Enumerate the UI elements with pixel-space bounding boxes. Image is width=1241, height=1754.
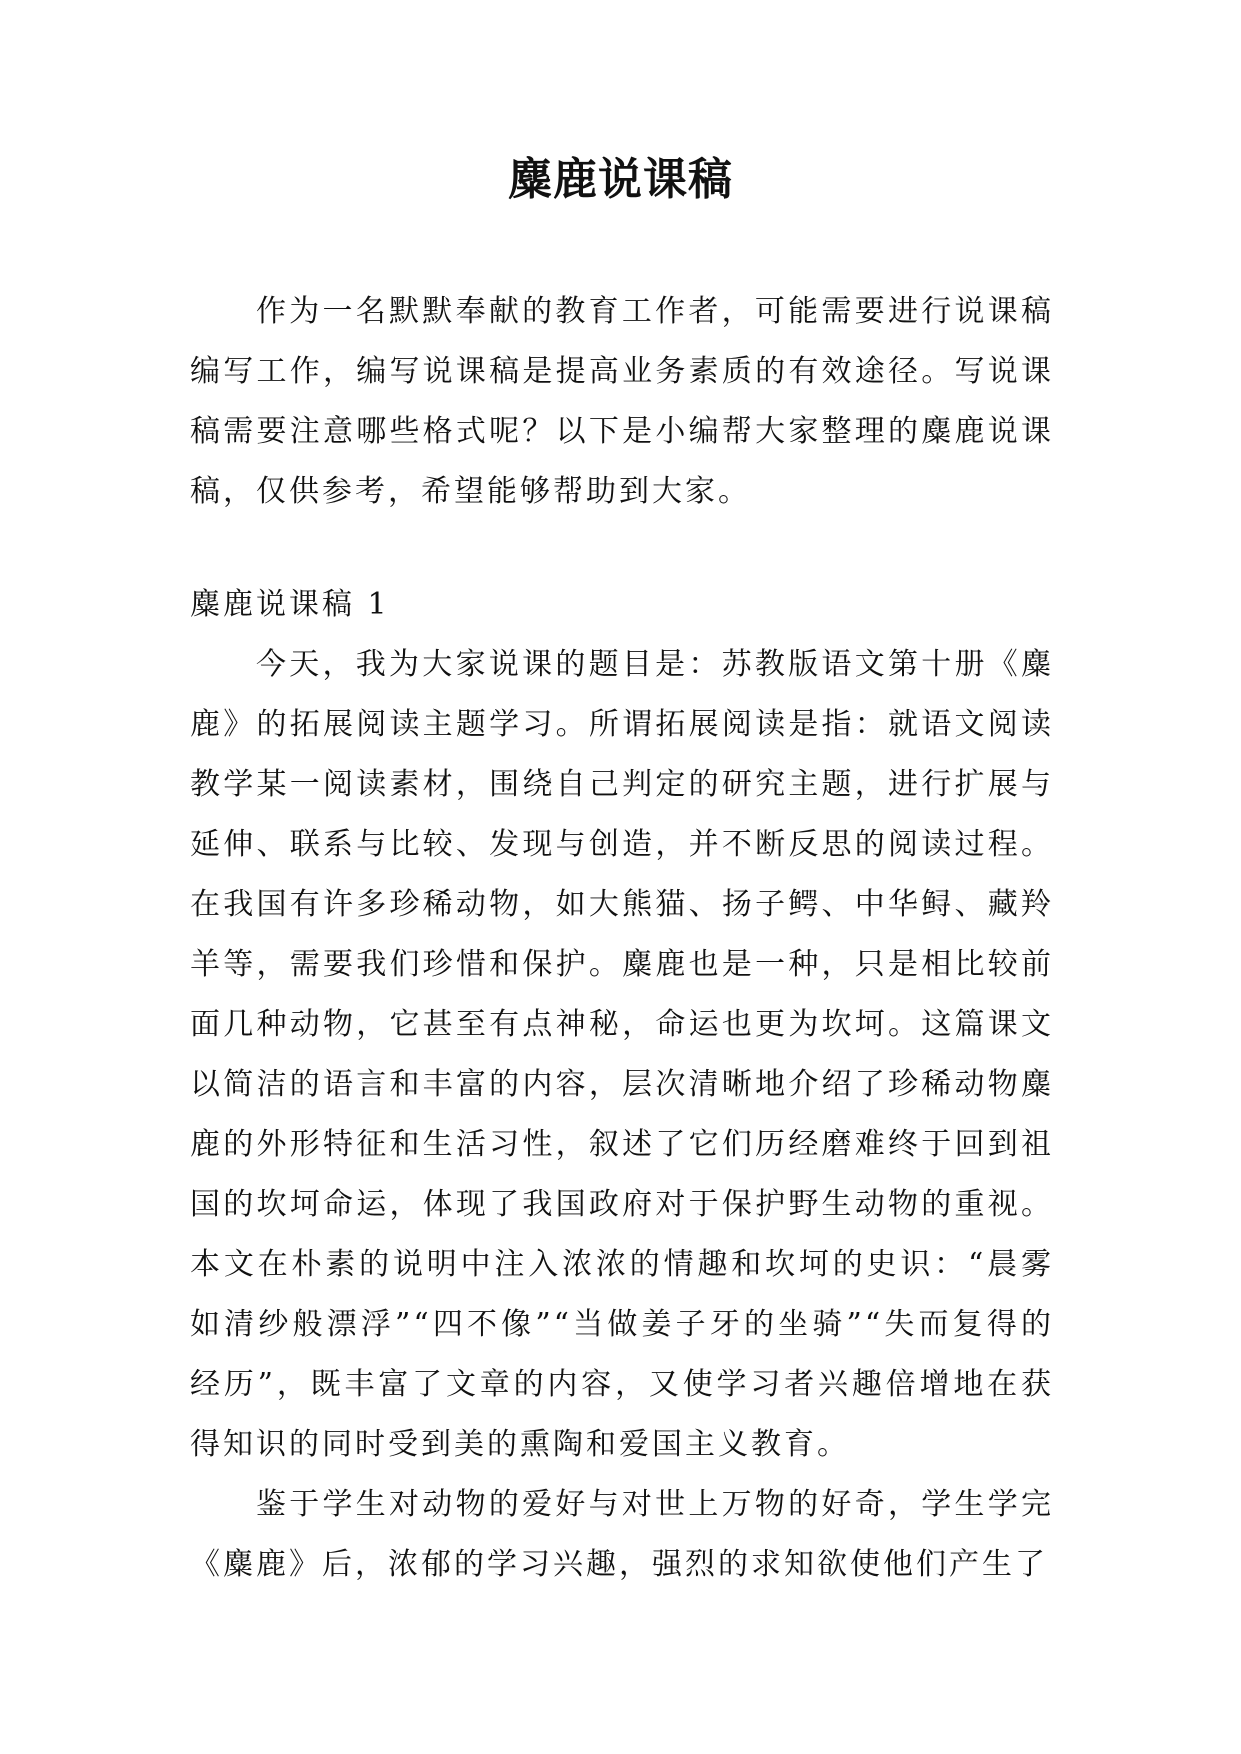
intro-block [190, 282, 1054, 522]
intro-paragraph: 作为一名默默奉献的教育工作者，可能需要进行说课稿编写工作，编写说课稿是提高业务素质的有效途径。写说课稿需要注意哪些格式呢？以下是小编帮大家整理的麋鹿说课稿，仅供参考，希望能够帮助到大家。 [190, 294, 1054, 509]
document-title: 麋鹿说课稿 [508, 154, 733, 205]
section-1 [190, 575, 1054, 1595]
section-paragraph-1: 今天，我为大家说课的题目是：苏教版语文第十册《麋鹿》的拓展阅读主题学习。所谓拓展阅读是指：就语文阅读教学某一阅读素材，围绕自己判定的研究主题，进行扩展与延伸、联系与比较、发现与创造，并不断反思的阅读过程。在我国有许多珍稀动物，如大熊猫、扬子鳄、中华鲟、藏羚羊等，需要我们珍惜和保护。麋鹿也是一种，只是相比较前面几种动物，它甚至有点神秘，命运也更为坎坷。这篇课文以简洁的语言和丰富的内容，层次清晰地介绍了珍稀动物麋鹿的外形特征和生活习性，叙述了它们历经磨难终于回到祖国的坎坷命运，体现了我国政府对于保护野生动物的重视。本文在朴素的说明中注入浓浓的情趣和坎坷的史识：“晨雾如清纱般漂浮”“四不像”“当做姜子牙的坐骑”“失而复得的经历”，既丰富了文章的内容，又使学习者兴趣倍增地在获得知识的同时受到美的熏陶和爱国主义教育。 [190, 647, 1054, 1462]
section-paragraph-2: 鉴于学生对动物的爱好与对世上万物的好奇，学生学完《麋鹿》后，浓郁的学习兴趣，强烈的求知欲使他们产生了 [190, 1487, 1054, 1582]
section-heading: 麋鹿说课稿 1 [190, 587, 390, 622]
